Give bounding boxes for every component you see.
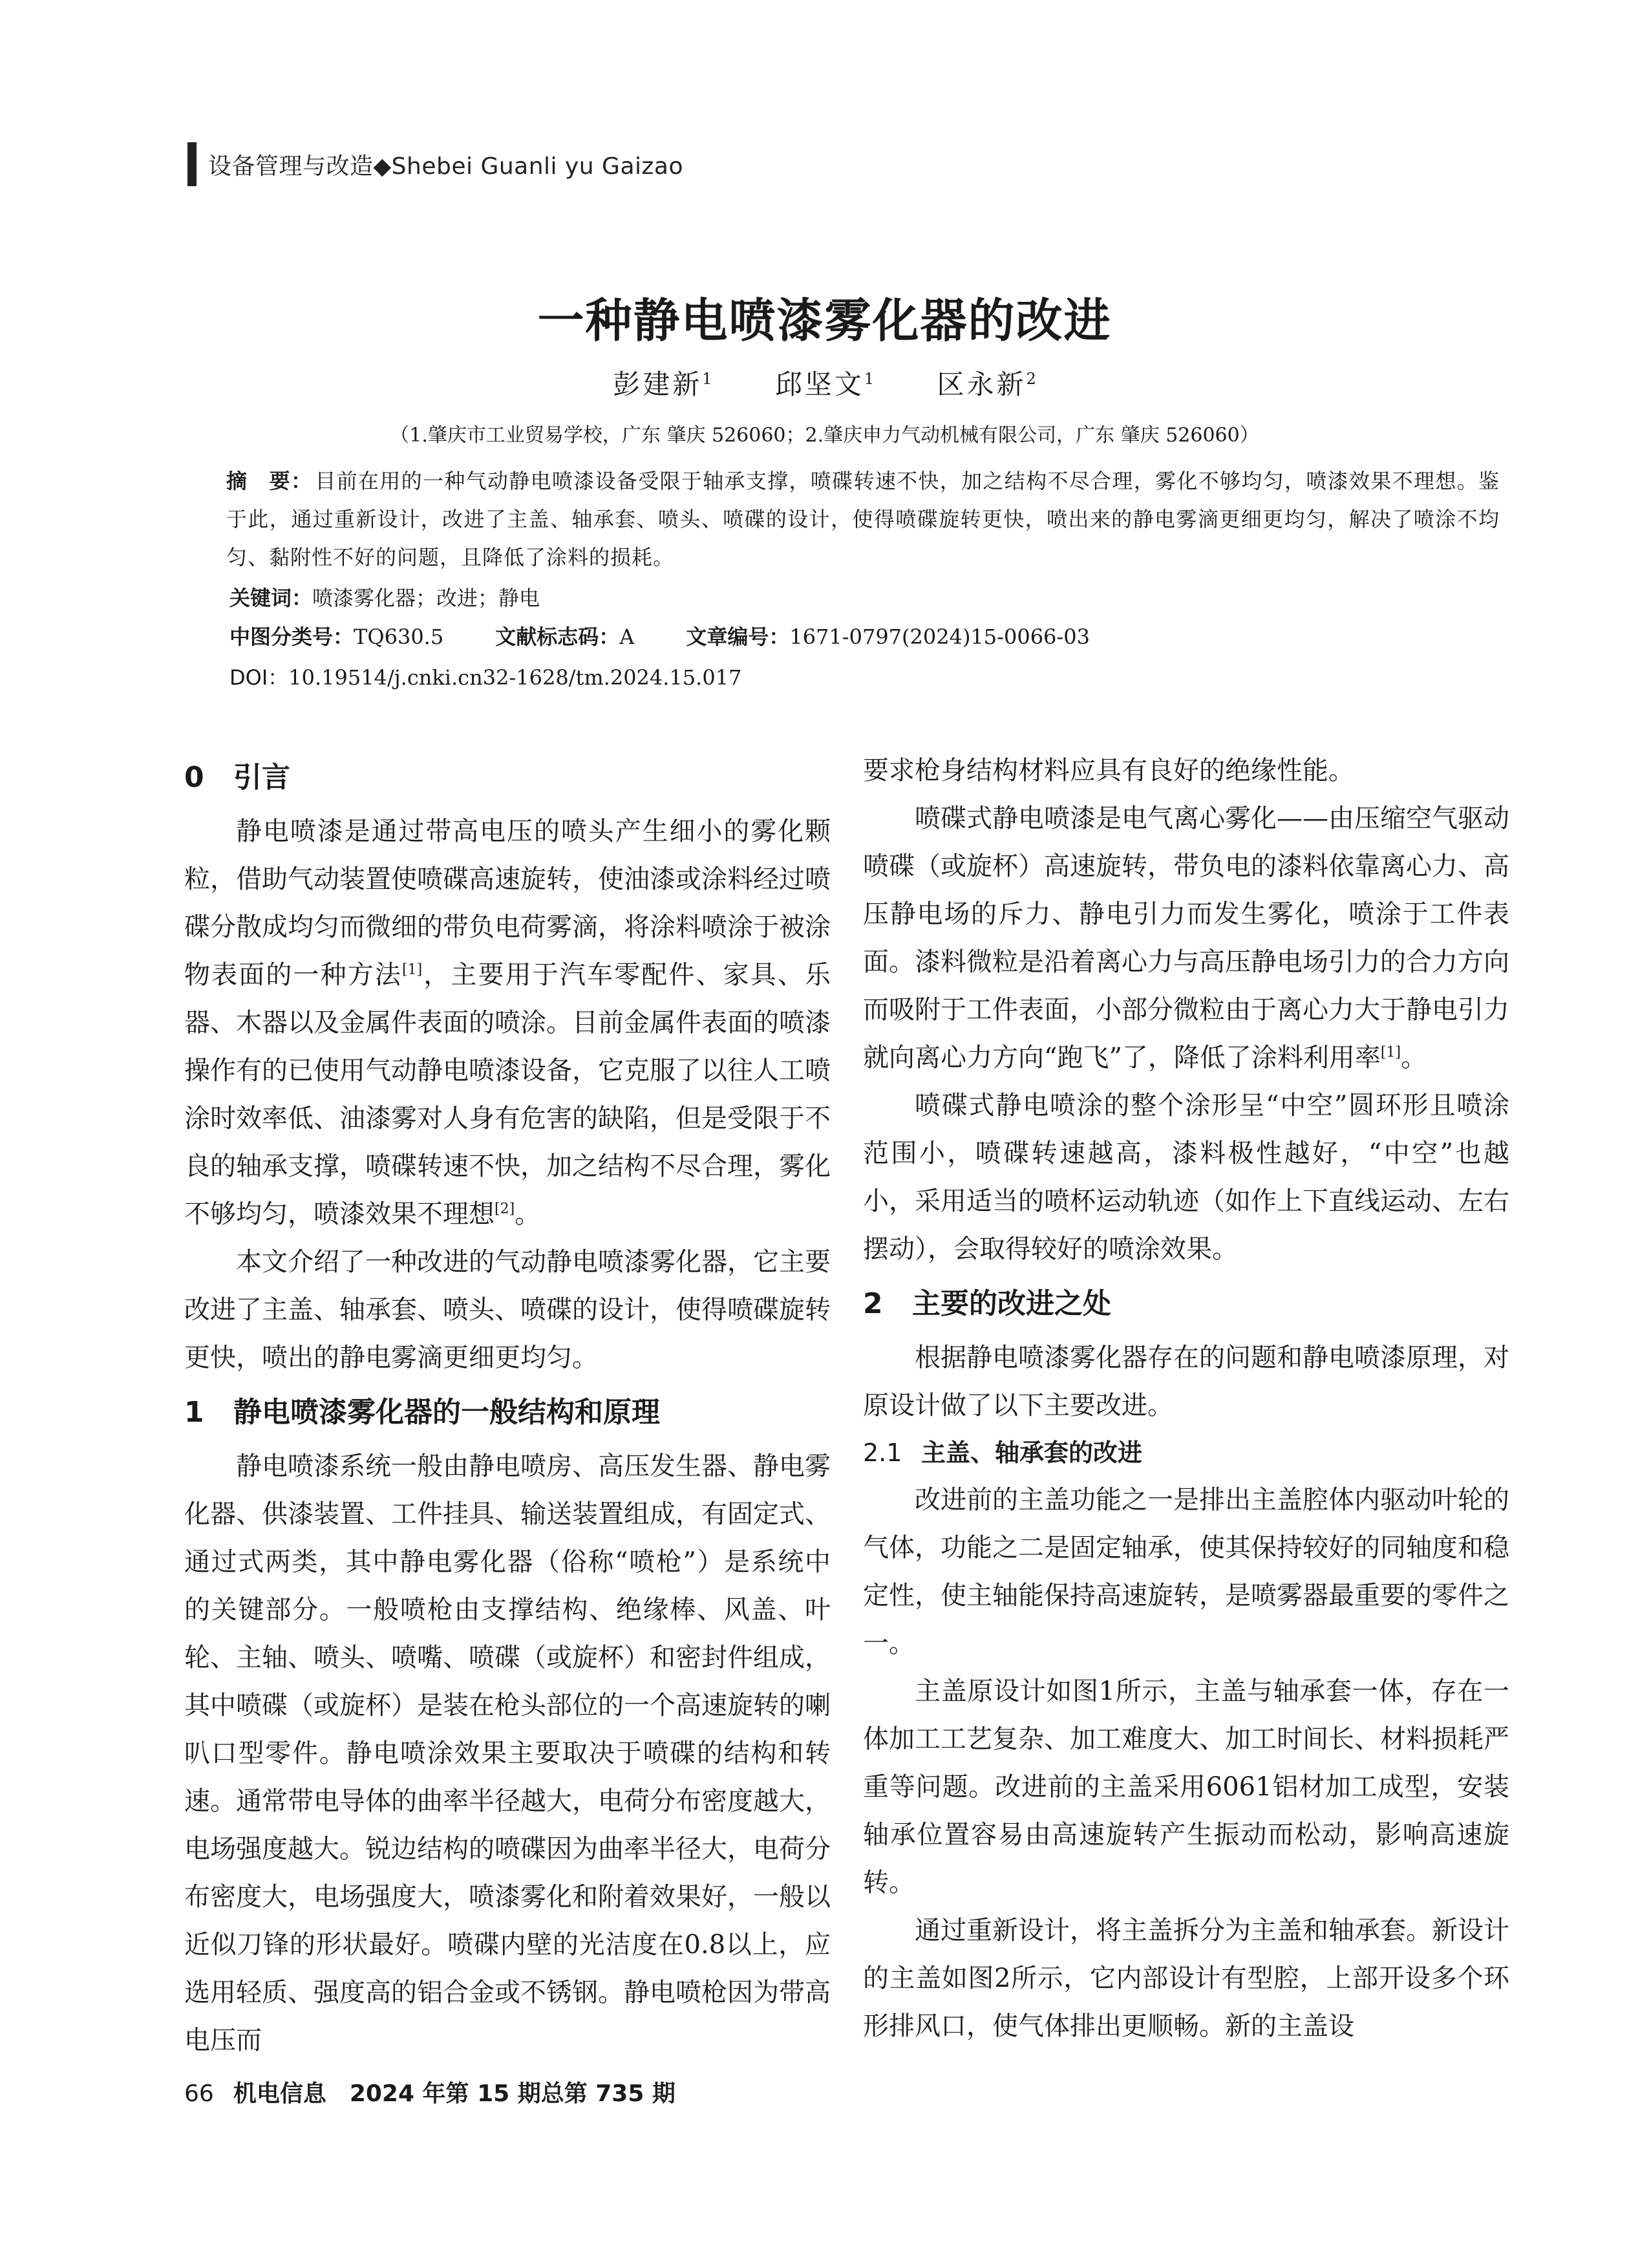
doi-value: 10.19514/j.cnki.cn32-1628/tm.2024.15.017 [288, 665, 742, 690]
section-title: 引言 [233, 761, 290, 794]
doi-row [229, 661, 741, 691]
author [775, 369, 874, 400]
citation-mark: [1] [1380, 1044, 1401, 1061]
keywords-label: 关键词： [229, 586, 313, 610]
paragraph-text: 静电喷漆是通过带高电压的喷头产生细小的雾化颗粒，借助气动装置使喷碟高速旋转，使油漆或涂料经过喷碟分散成均匀而微细的带负电荷雾滴，将涂料喷涂于被涂物表面的一种方法 [184, 817, 831, 990]
doc-code-label: 文献标志码： [495, 625, 620, 649]
author [613, 369, 712, 400]
body-column-right [863, 747, 1509, 2050]
author-name: 邱坚文 [774, 369, 864, 400]
paragraph: 通过重新设计，将主盖拆分为主盖和轴承套。新设计的主盖如图2所示，它内部设计有型腔，上部开设多个环形排风口，使气体排出更顺畅。新的主盖设 [863, 1916, 1509, 2041]
author-name: 彭建新 [613, 369, 703, 400]
article-no-label: 文章编号： [686, 625, 790, 649]
clc-label: 中图分类号： [229, 625, 354, 649]
author-affiliation-mark: 2 [1026, 370, 1036, 388]
paragraph-text: 。 [1401, 1043, 1427, 1073]
abstract-text: 目前在用的一种气动静电喷漆设备受限于轴承支撑，喷碟转速不快，加之结构不尽合理，雾化不够均匀，喷漆效果不理想。鉴于此，通过重新设计，改进了主盖、轴承套、喷头、喷碟的设计，使得喷碟旋转更快，喷出来的静电雾滴更细更均匀，解决了喷涂不均匀、黏附性不好的问题，且降低了涂料的损耗。 [226, 469, 1500, 570]
paragraph-text: 喷碟式静电喷漆是电气离心雾化——由压缩空气驱动喷碟（或旋杯）高速旋转，带负电的漆料依靠离心力、高压静电场的斥力、静电引力而发生雾化，喷涂于工件表面。漆料微粒是沿着离心力与高压静电场引力的合力方向而吸附于工件表面，小部分微粒由于离心力大于静电引力就向离心力方向“跑飞”了，降低了涂料利用率 [863, 804, 1509, 1073]
article-no-value: 1671-0797(2024)15-0066-03 [789, 625, 1090, 649]
paragraph: 根据静电喷漆雾化器存在的问题和静电喷漆原理，对原设计做了以下主要改进。 [863, 1343, 1509, 1420]
section-title: 静电喷漆雾化器的一般结构和原理 [233, 1396, 660, 1429]
paragraph-continued: 要求枪身结构材料应具有良好的绝缘性能。 [863, 756, 1354, 786]
author [937, 369, 1036, 400]
paragraph: 本文介绍了一种改进的气动静电喷漆雾化器，它主要改进了主盖、轴承套、喷头、喷碟的设计，使得喷碟旋转更快，喷出的静电雾滴更细更均匀。 [184, 1247, 831, 1373]
body-column-left [184, 747, 831, 2064]
paragraph: 改进前的主盖功能之一是排出主盖腔体内驱动叶轮的气体，功能之二是固定轴承，使其保持较好的同轴度和稳定性，使主轴能保持高速旋转，是喷雾器最重要的零件之一。 [863, 1485, 1509, 1658]
paragraph-text: ，主要用于汽车零配件、家具、乐器、木器以及金属件表面的喷涂。目前金属件表面的喷漆操作有的已使用气动静电喷漆设备，它克服了以往人工喷涂时效率低、油漆雾对人身有危害的缺陷，但是受限于不良的轴承支撑，喷碟转速不快，加之结构不尽合理，雾化不够均匀，喷漆效果不理想 [184, 960, 831, 1229]
article-title: 一种静电喷漆雾化器的改进 [537, 294, 1112, 348]
citation-mark: [2] [495, 1201, 515, 1217]
section-heading [863, 1278, 1509, 1330]
author-affiliation-mark: 1 [702, 370, 712, 388]
page-number: 66 [184, 2081, 214, 2107]
paragraph [184, 808, 831, 1238]
paragraph [863, 795, 1509, 1082]
section-title: 主要的改进之处 [912, 1287, 1111, 1320]
header-bar-decoration [187, 142, 197, 186]
clc-value: TQ630.5 [354, 625, 444, 649]
subsection-title: 主盖、轴承套的改进 [921, 1439, 1143, 1467]
doc-code-value: A [619, 625, 635, 649]
keywords-row [229, 582, 540, 612]
keywords-text: 喷漆雾化器；改进；静电 [312, 586, 540, 610]
abstract-label: 摘 要： [226, 469, 313, 493]
paragraph: 喷碟式静电喷涂的整个涂形呈“中空”圆环形且喷涂范围小，喷碟转速越高，漆料极性越好，“中空”也越小，采用适当的喷杯运动轨迹（如作上下直线运动、左右摆动），会取得较好的喷涂效果。 [863, 1091, 1509, 1264]
author-affiliation-mark: 1 [864, 370, 875, 388]
doi-label: DOI： [229, 665, 289, 690]
paragraph-text: 。 [515, 1199, 541, 1229]
author-list [0, 363, 1649, 402]
section-heading [184, 752, 831, 804]
journal-issue: 机电信息 2024 年第 15 期总第 735 期 [233, 2081, 676, 2107]
author-name: 区永新 [937, 369, 1027, 400]
subsection-heading [863, 1429, 1509, 1476]
subsection-number: 2.1 [863, 1439, 902, 1467]
journal-section-label: 设备管理与改造◆Shebei Guanli yu Gaizao [208, 153, 683, 180]
paragraph: 静电喷漆系统一般由静电喷房、高压发生器、静电雾化器、供漆装置、工件挂具、输送装置组成，有固定式、通过式两类，其中静电雾化器（俗称“喷枪”）是系统中的关键部分。一般喷枪由支撑结构、绝缘棒、风盖、叶轮、主轴、喷头、喷嘴、喷碟（或旋杯）和密封件组成，其中喷碟（或旋杯）是装在枪头部位的一个高速旋转的喇叭口型零件。静电喷涂效果主要取决于喷碟的结构和转速。通常带电导体的曲率半径越大，电荷分布密度越大，电场强度越大。锐边结构的喷碟因为曲率半径大，电荷分布密度大，电场强度大，喷漆雾化和附着效果好，一般以近似刀锋的形状最好。喷碟内壁的光洁度在0.8以上，应选用轻质、强度高的铝合金或不锈钢。静电喷枪因为带高电压而 [184, 1451, 831, 2055]
section-heading [184, 1387, 831, 1439]
section-number: 0 [184, 761, 204, 794]
citation-mark: [1] [401, 961, 423, 978]
page-footer [184, 2075, 676, 2108]
running-header [187, 144, 683, 185]
paragraph: 主盖原设计如图1所示，主盖与轴承套一体，存在一体加工工艺复杂、加工难度大、加工时间长、材料损耗严重等问题。改进前的主盖采用6061铝材加工成型，安装轴承位置容易由高速旋转产生振动而松动，影响高速旋转。 [863, 1676, 1509, 1898]
classification-row [229, 621, 1090, 650]
section-number: 1 [184, 1396, 204, 1429]
section-number: 2 [863, 1287, 883, 1320]
affiliations: （1.肇庆市工业贸易学校，广东 肇庆 526060；2.肇庆申力气动机械有限公司，广东 肇庆 526060） [390, 424, 1259, 447]
abstract [226, 462, 1500, 577]
